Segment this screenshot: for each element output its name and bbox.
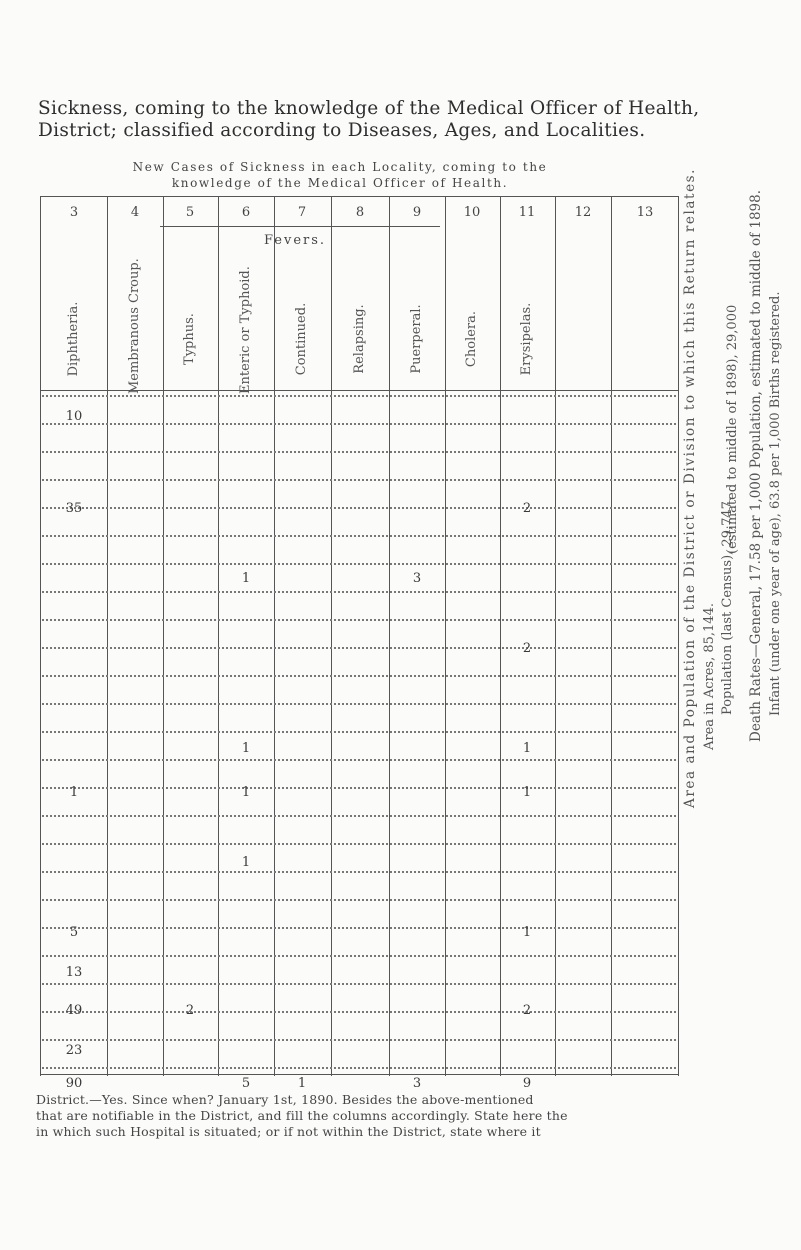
column-header: Diphtheria. xyxy=(66,301,81,377)
table-cell: 3 xyxy=(412,571,422,586)
row-divider xyxy=(42,591,676,593)
side-heading: Area and Population of the District or Division to which this Return relates. xyxy=(682,167,698,808)
fevers-group-label: Fevers. xyxy=(263,233,327,248)
table-cell: 5 xyxy=(69,925,79,940)
total-cell: 9 xyxy=(522,1076,532,1091)
row-divider xyxy=(42,563,676,565)
side-infant: Infant (under one year of age), 63.8 per 1,000 Births registered. xyxy=(768,291,783,716)
row-divider xyxy=(42,759,676,761)
table-cell: 1 xyxy=(522,925,532,940)
total-cell: 5 xyxy=(241,1076,251,1091)
title-line-2: District; classified according to Diseases, Ages, and Localities. xyxy=(38,120,646,141)
column-number: 4 xyxy=(130,205,140,220)
column-header: Erysipelas. xyxy=(519,302,534,376)
column-number: 10 xyxy=(463,205,481,220)
column-rule xyxy=(218,196,219,1076)
row-divider xyxy=(42,619,676,621)
column-header: Puerperal. xyxy=(409,304,424,374)
row-divider xyxy=(42,955,676,957)
column-number: 9 xyxy=(412,205,422,220)
column-number: 13 xyxy=(636,205,654,220)
column-header: Membranous Croup. xyxy=(127,258,142,394)
table-cell: 23 xyxy=(65,1043,83,1058)
row-divider xyxy=(42,535,676,537)
subheading-line-1: New Cases of Sickness in each Locality, coming to the xyxy=(132,160,548,174)
table-cell: 1 xyxy=(522,741,532,756)
row-divider xyxy=(42,1039,676,1041)
table-cell: 2 xyxy=(522,641,532,656)
column-rule xyxy=(331,196,332,1076)
column-rule xyxy=(678,196,679,1076)
row-divider xyxy=(42,423,676,425)
column-rule xyxy=(274,196,275,1076)
column-number: 3 xyxy=(69,205,79,220)
totals-rule xyxy=(40,1074,678,1075)
table-cell: 1 xyxy=(241,855,251,870)
row-divider xyxy=(42,815,676,817)
table-cell: 1 xyxy=(241,741,251,756)
column-rule xyxy=(163,196,164,1076)
footer-line-3: in which such Hospital is situated; or if not within the District, state where it xyxy=(36,1124,541,1139)
row-divider xyxy=(42,899,676,901)
table-cell: 35 xyxy=(65,501,83,516)
column-header: Typhus. xyxy=(182,313,197,365)
column-number: 5 xyxy=(185,205,195,220)
row-divider xyxy=(42,647,676,649)
row-divider xyxy=(42,675,676,677)
table-cell: 10 xyxy=(65,409,83,424)
row-divider xyxy=(42,1067,676,1069)
column-header: Continued. xyxy=(294,302,309,376)
row-divider xyxy=(42,451,676,453)
row-divider xyxy=(42,871,676,873)
column-rule xyxy=(389,196,390,1076)
row-divider xyxy=(42,395,676,397)
column-rule xyxy=(445,196,446,1076)
row-divider xyxy=(42,731,676,733)
table-cell: 13 xyxy=(65,965,83,980)
total-cell: 1 xyxy=(297,1076,307,1091)
row-divider xyxy=(42,787,676,789)
column-rule xyxy=(500,196,501,1076)
column-rule xyxy=(611,196,612,1076)
column-rule xyxy=(40,196,41,1076)
fevers-rule xyxy=(160,226,440,227)
row-divider xyxy=(42,479,676,481)
row-divider xyxy=(42,843,676,845)
row-divider xyxy=(42,927,676,929)
column-number: 11 xyxy=(518,205,536,220)
footer-line-2: that are notifiable in the District, and fill the columns accordingly. State here the xyxy=(36,1108,568,1123)
total-cell: 3 xyxy=(412,1076,422,1091)
row-divider xyxy=(42,1011,676,1013)
row-divider xyxy=(42,983,676,985)
table-cell: 1 xyxy=(241,785,251,800)
column-number: 8 xyxy=(355,205,365,220)
side-death-rate: Death Rates—General, 17.58 per 1,000 Population, estimated to middle of 1898. xyxy=(748,189,764,742)
total-cell: 90 xyxy=(65,1076,83,1091)
subheading-line-2: knowledge of the Medical Officer of Health. xyxy=(171,176,509,190)
row-divider xyxy=(42,703,676,705)
top-rule xyxy=(40,196,678,197)
table-cell: 1 xyxy=(522,785,532,800)
footer-line-1: District.—Yes. Since when? January 1st, 1890. Besides the above-mentioned xyxy=(36,1092,534,1107)
table-cell: 1 xyxy=(69,785,79,800)
table-cell: 2 xyxy=(522,501,532,516)
column-number: 7 xyxy=(297,205,307,220)
table-cell: 2 xyxy=(522,1003,532,1018)
side-estimated: (estimated to middle of 1898), 29,000 xyxy=(725,304,740,554)
title-line-1: Sickness, coming to the knowledge of the Medical Officer of Health, xyxy=(38,98,700,119)
column-header: Enteric or Typhoid. xyxy=(238,266,253,394)
column-header: Relapsing. xyxy=(352,304,367,374)
row-divider xyxy=(42,507,676,509)
column-number: 12 xyxy=(574,205,592,220)
column-rule xyxy=(555,196,556,1076)
table-cell: 49 xyxy=(65,1003,83,1018)
side-area: Area in Acres, 85,144. xyxy=(702,603,717,750)
column-rule xyxy=(107,196,108,1076)
table-cell: 2 xyxy=(185,1003,195,1018)
table-cell: 1 xyxy=(241,571,251,586)
column-header: Cholera. xyxy=(464,310,479,368)
side-population: Population (last Census), 29,747. xyxy=(720,496,735,715)
column-number: 6 xyxy=(241,205,251,220)
